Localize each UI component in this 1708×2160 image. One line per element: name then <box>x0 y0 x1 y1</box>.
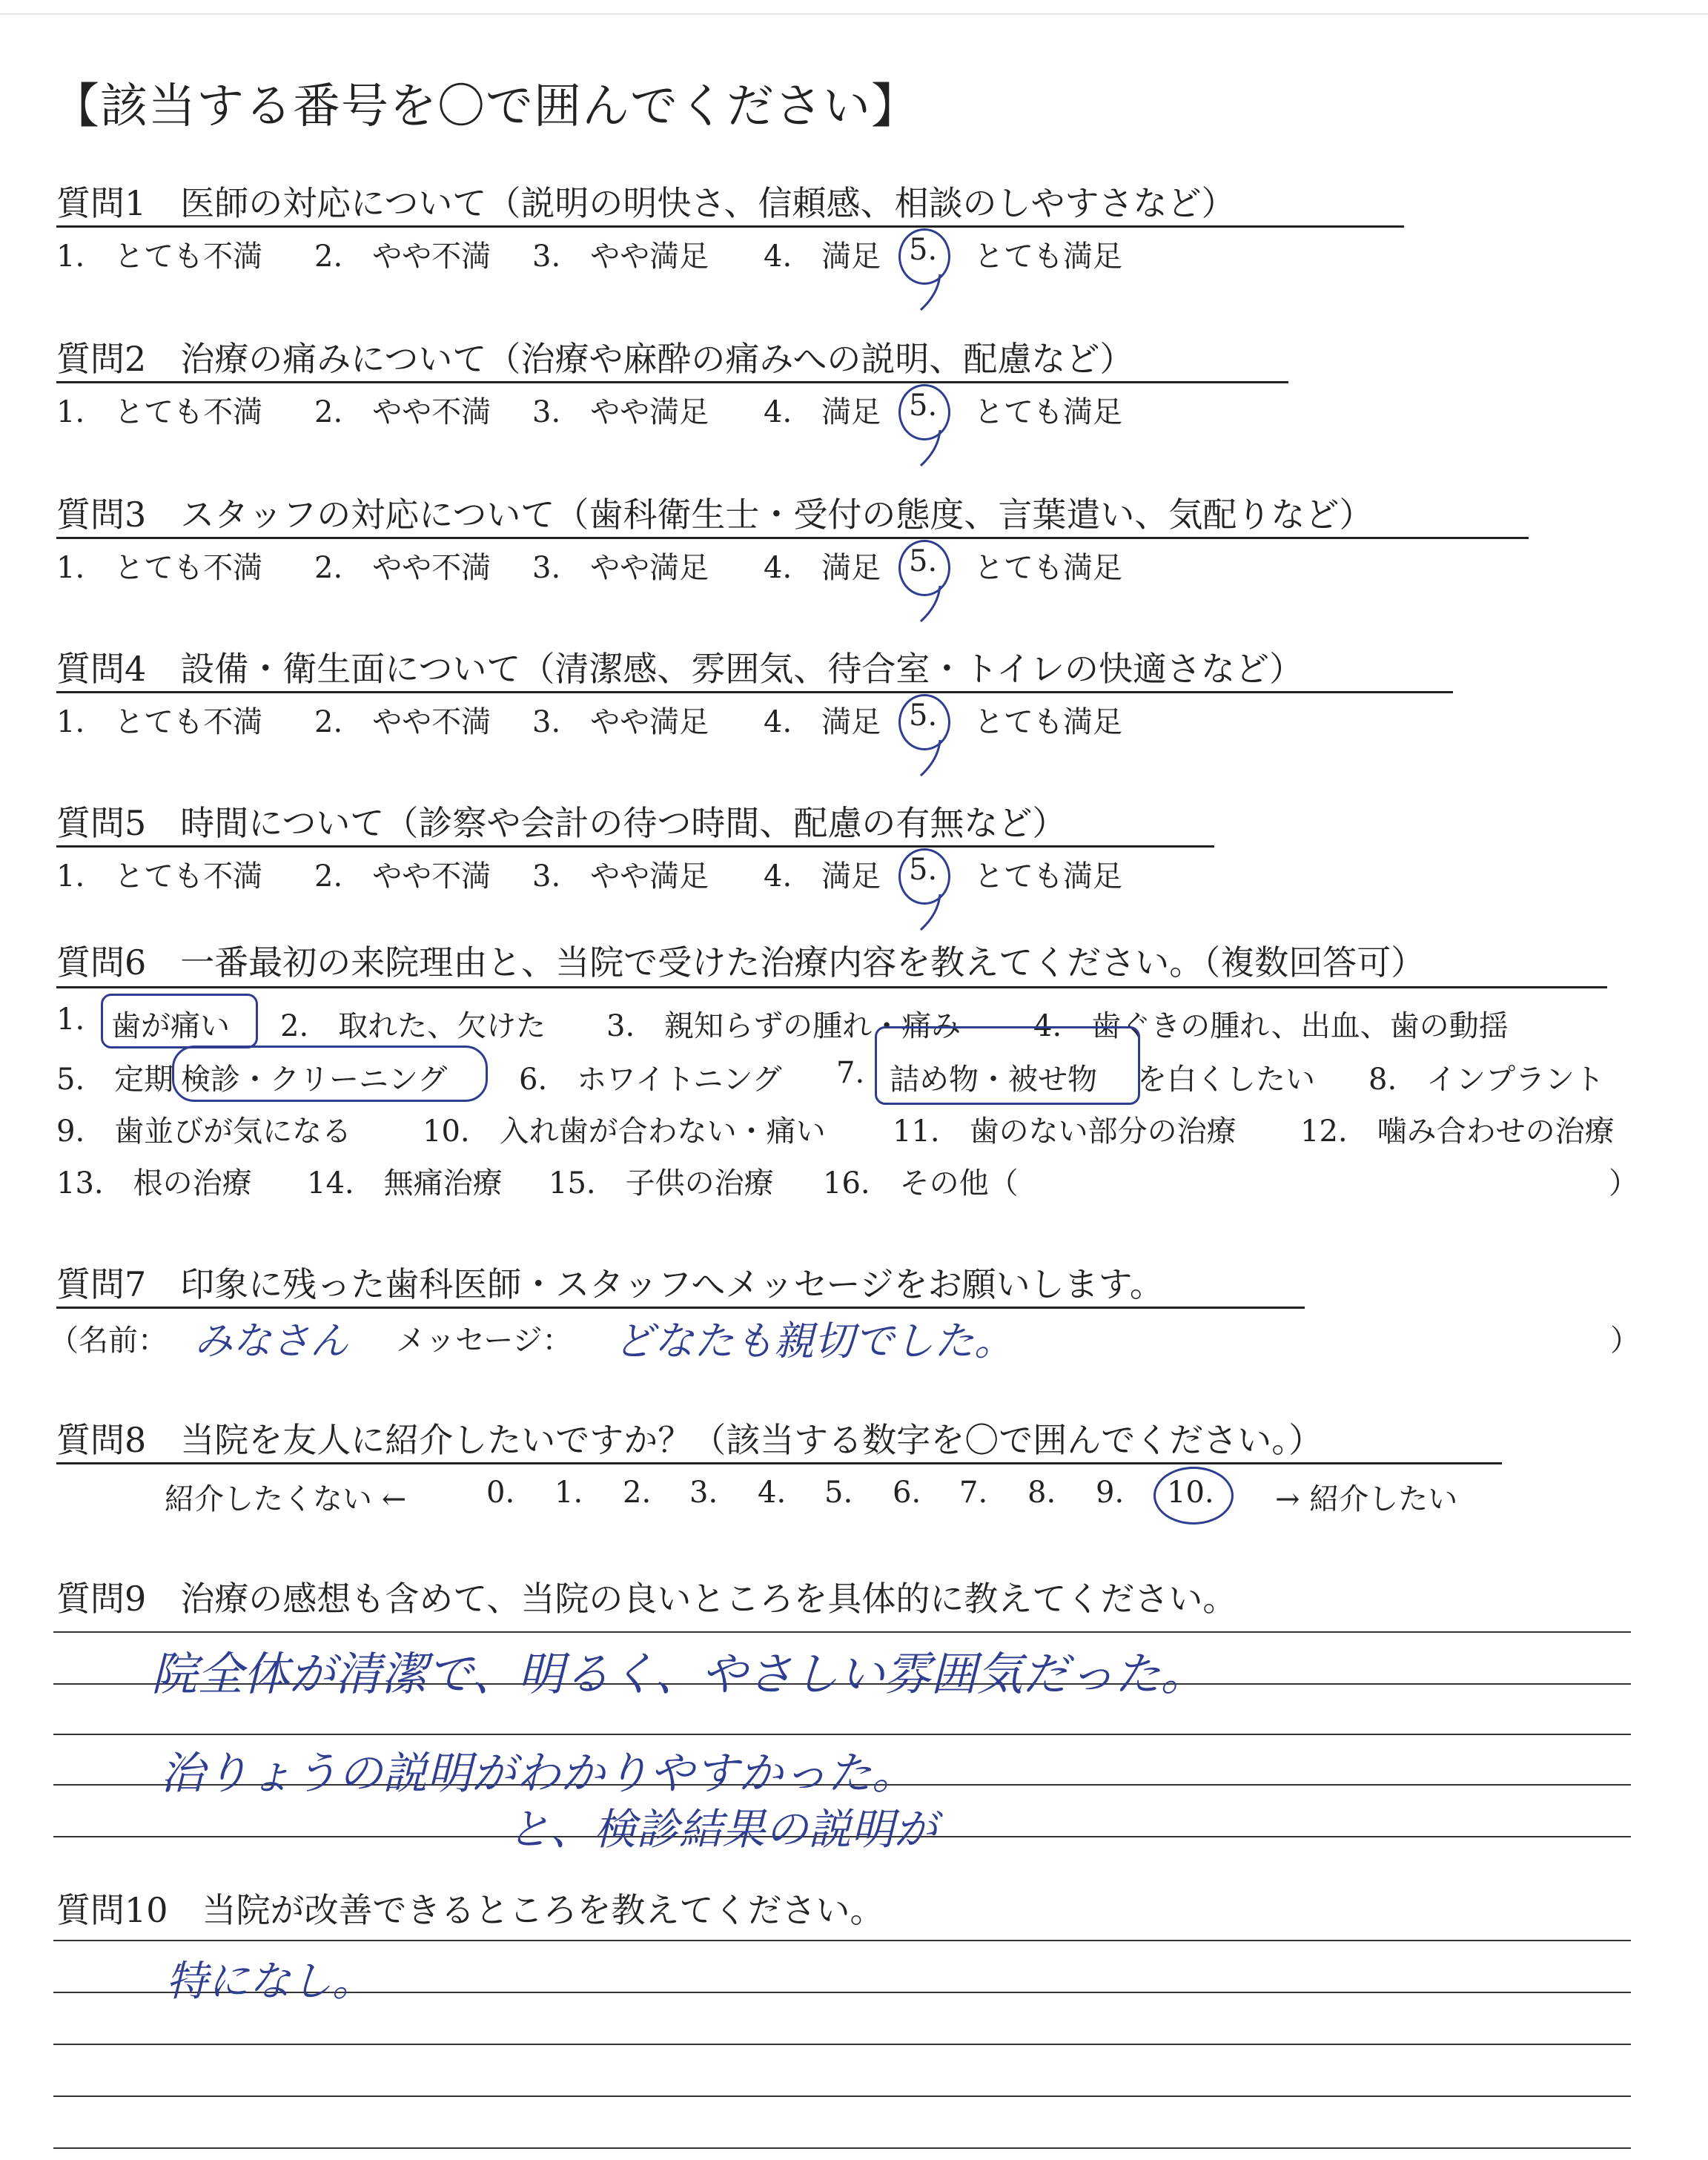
q6-row1-num1: 1. <box>56 1003 85 1037</box>
q10-writing-line <box>53 2095 1631 2097</box>
q1-option-6: とても満足 <box>974 240 1122 274</box>
q9-writing-line <box>53 1631 1631 1633</box>
q9-title: 質問9 治療の感想も含めて、当院の良いところを具体的に教えてください。 <box>56 1579 1237 1619</box>
q8-left-label: 紹介したくない ← <box>165 1482 407 1516</box>
q8-number-1: 1. <box>555 1476 583 1510</box>
q6-option-toothache: 歯が痛い <box>111 1009 230 1043</box>
q3-option-1: 1. とても不満 <box>56 551 263 585</box>
q5-option-2: 2. やや不満 <box>314 859 491 894</box>
q4-option-4: 4. 満足 <box>764 705 881 739</box>
q10-writing-line <box>53 2044 1631 2045</box>
q2-option-6: とても満足 <box>974 395 1122 429</box>
q9-answer-line3: と、検診結果の説明が <box>507 1804 938 1855</box>
q1-title: 質問1 医師の対応について（説明の明快さ、信頼感、相談のしやすさなど） <box>56 183 1236 223</box>
q4-option-2: 2. やや不満 <box>314 705 491 739</box>
q1-option-4: 4. 満足 <box>764 240 881 274</box>
q8-answer-circle <box>1153 1467 1234 1525</box>
q8-title: 質問8 当院を友人に紹介したいですか？（該当する数字を〇で囲んでください。） <box>56 1420 1323 1460</box>
q3-title: 質問3 スタッフの対応について（歯科衛生士・受付の態度、言葉遣い、気配りなど） <box>56 495 1374 535</box>
q2-answer-circle-tail <box>913 427 958 472</box>
q5-answer-circle-tail <box>913 891 958 936</box>
q8-number-7: 7. <box>959 1476 988 1510</box>
q8-number-2: 2. <box>623 1476 652 1510</box>
q7-underline <box>56 1307 1305 1309</box>
q6-option-checkup: 検診・クリーニング <box>181 1063 448 1097</box>
q2-option-5: 5. <box>909 389 938 423</box>
q6-option-bite: 12. 噛み合わせの治療 <box>1300 1114 1615 1149</box>
q10-answer-line1: 特になし。 <box>166 1958 374 2006</box>
q10-writing-line <box>53 2147 1631 2149</box>
q4-answer-circle-tail <box>913 737 958 782</box>
q9-writing-line <box>53 1734 1631 1735</box>
q10-title: 質問10 当院が改善できるところを教えてください。 <box>56 1890 884 1930</box>
q5-option-5: 5. <box>909 853 938 887</box>
q6-row2-num7: 7. <box>836 1056 865 1090</box>
q6-option-wisdom: 3. 親知らずの腫れ・痛み <box>606 1009 961 1043</box>
q5-option-1: 1. とても不満 <box>56 859 263 894</box>
q8-underline <box>56 1462 1502 1464</box>
q7-name-label: （名前： <box>49 1324 168 1358</box>
q5-title: 質問5 時間について（診察や会計の待つ時間、配慮の有無など） <box>56 803 1067 843</box>
q7-close: ） <box>1610 1324 1640 1358</box>
q6-underline <box>56 986 1607 988</box>
q2-option-1: 1. とても不満 <box>56 395 263 429</box>
q6-option-other: 16. その他（ <box>823 1166 1019 1200</box>
q6-option-root-canal: 13. 根の治療 <box>56 1166 252 1200</box>
q4-option-1: 1. とても不満 <box>56 705 263 739</box>
q4-underline <box>56 691 1453 693</box>
q9-answer-line1: 院全体が清潔で、明るく、やさしい雰囲気だった。 <box>151 1647 1207 1701</box>
q10-writing-line <box>53 1940 1631 1941</box>
q6-row2-num5: 5. 定期 <box>56 1063 174 1097</box>
page-header: 【該当する番号を〇で囲んでください】 <box>52 79 919 134</box>
q6-option-dentures: 10. 入れ歯が合わない・痛い <box>423 1114 826 1149</box>
q8-number-3: 3. <box>689 1476 718 1510</box>
q6-option-children: 15. 子供の治療 <box>549 1166 774 1200</box>
q8-number-5: 5. <box>824 1476 853 1510</box>
q3-option-2: 2. やや不満 <box>314 551 491 585</box>
q2-underline <box>56 381 1288 383</box>
q7-message-value: どなたも親切でした。 <box>614 1318 1014 1364</box>
q3-option-6: とても満足 <box>974 551 1122 585</box>
q7-message-label: メッセージ： <box>396 1324 572 1358</box>
q6-title: 質問6 一番最初の来院理由と、当院で受けた治療内容を教えてください。（複数回答可） <box>56 942 1426 982</box>
q6-option-fillings-suffix: を白くしたい <box>1137 1063 1315 1097</box>
q1-option-5: 5. <box>909 233 938 267</box>
q6-option-checkup-mark <box>172 1046 488 1102</box>
q6-option-whitening: 6. ホワイトニング <box>519 1063 782 1097</box>
scan-edge <box>0 13 1708 15</box>
q2-title: 質問2 治療の痛みについて（治療や麻酔の痛みへの説明、配慮など） <box>56 339 1134 379</box>
q1-option-3: 3. やや満足 <box>532 240 709 274</box>
q3-underline <box>56 537 1529 539</box>
q1-underline <box>56 225 1404 228</box>
q5-option-3: 3. やや満足 <box>532 859 709 894</box>
q5-underline <box>56 845 1214 848</box>
q7-name-value: みなさん <box>194 1319 349 1364</box>
q4-option-3: 3. やや満足 <box>532 705 709 739</box>
q8-number-4: 4. <box>758 1476 787 1510</box>
q1-answer-circle-tail <box>913 271 958 316</box>
q4-option-5: 5. <box>909 698 938 733</box>
q4-option-6: とても満足 <box>974 705 1122 739</box>
q6-option-chipped: 2. 取れた、欠けた <box>280 1009 546 1043</box>
q1-option-2: 2. やや不満 <box>314 240 491 274</box>
q4-title: 質問4 設備・衛生面について（清潔感、雰囲気、待合室・トイレの快適さなど） <box>56 649 1304 689</box>
q6-option-missing-teeth: 11. 歯のない部分の治療 <box>893 1114 1237 1149</box>
q8-number-8: 8. <box>1027 1476 1056 1510</box>
q6-option-fillings-mark <box>875 1026 1140 1105</box>
q2-option-3: 3. やや満足 <box>532 395 709 429</box>
q6-option-fillings: 詰め物・被せ物 <box>890 1063 1097 1097</box>
q8-number-10: 10. <box>1167 1476 1214 1510</box>
q5-option-4: 4. 満足 <box>764 859 881 894</box>
q6-option-alignment: 9. 歯並びが気になる <box>56 1114 352 1149</box>
q8-number-6: 6. <box>893 1476 921 1510</box>
q8-number-0: 0. <box>486 1476 515 1510</box>
q3-option-4: 4. 満足 <box>764 551 881 585</box>
q6-option-toothache-mark <box>101 994 258 1048</box>
q9-answer-line2: 治りょうの説明がわかりやすかった。 <box>160 1748 916 1800</box>
q8-right-label: → 紹介したい <box>1275 1482 1458 1516</box>
q1-option-1: 1. とても不満 <box>56 240 263 274</box>
q3-option-5: 5. <box>909 544 938 578</box>
q6-option-painless: 14. 無痛治療 <box>307 1166 503 1200</box>
q3-answer-circle-tail <box>913 583 958 627</box>
q2-option-4: 4. 満足 <box>764 395 881 429</box>
q6-option-implant: 8. インプラント <box>1368 1063 1605 1097</box>
q7-title: 質問7 印象に残った歯科医師・スタッフへメッセージをお願いします。 <box>56 1264 1164 1304</box>
q3-option-3: 3. やや満足 <box>532 551 709 585</box>
q6-option-gums: 4. 歯ぐきの腫れ、出血、歯の動揺 <box>1033 1009 1509 1043</box>
q5-option-6: とても満足 <box>974 859 1122 894</box>
q6-option-other-close: ） <box>1609 1166 1638 1200</box>
q2-option-2: 2. やや不満 <box>314 395 491 429</box>
q8-number-9: 9. <box>1096 1476 1125 1510</box>
